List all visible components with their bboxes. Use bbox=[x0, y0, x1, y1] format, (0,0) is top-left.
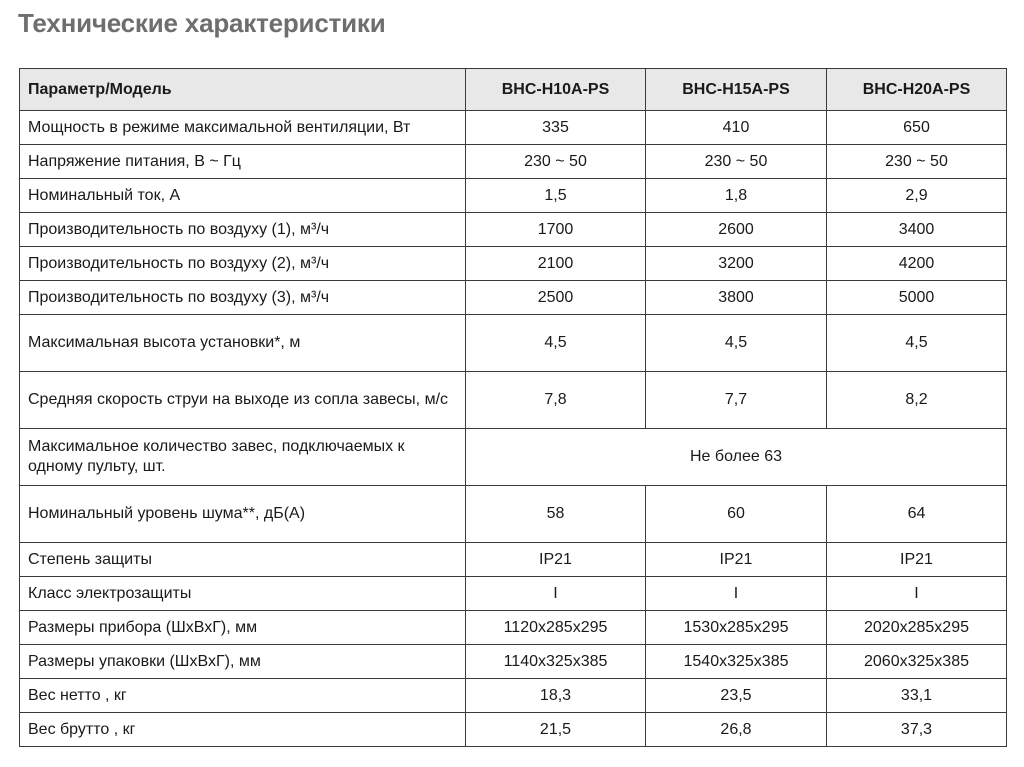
cell-value: 650 bbox=[827, 111, 1007, 145]
row-label: Номинальный уровень шума**, дБ(А) bbox=[20, 486, 466, 543]
table-row bbox=[20, 281, 1007, 315]
row-label: Класс электрозащиты bbox=[20, 577, 466, 611]
merged-cell-value: Не более 63 bbox=[466, 429, 1007, 486]
spec-table bbox=[19, 68, 1007, 747]
cell-value: I bbox=[466, 577, 646, 611]
table-row bbox=[20, 213, 1007, 247]
table-row bbox=[20, 486, 1007, 543]
table-row bbox=[20, 577, 1007, 611]
cell-value: 2500 bbox=[466, 281, 646, 315]
cell-value: IP21 bbox=[646, 543, 827, 577]
cell-value: 2600 bbox=[646, 213, 827, 247]
cell-value: I bbox=[646, 577, 827, 611]
table-row bbox=[20, 145, 1007, 179]
cell-value: 410 bbox=[646, 111, 827, 145]
cell-value: 7,7 bbox=[646, 372, 827, 429]
row-label: Размеры прибора (ШхВхГ), мм bbox=[20, 611, 466, 645]
cell-value: 2100 bbox=[466, 247, 646, 281]
cell-value: 2,9 bbox=[827, 179, 1007, 213]
table-row bbox=[20, 429, 1007, 486]
cell-value: 1120x285x295 bbox=[466, 611, 646, 645]
cell-value: 230 ~ 50 bbox=[466, 145, 646, 179]
row-label: Максимальная высота установки*, м bbox=[20, 315, 466, 372]
cell-value: 21,5 bbox=[466, 713, 646, 747]
table-row bbox=[20, 679, 1007, 713]
cell-value: 4,5 bbox=[466, 315, 646, 372]
table-row bbox=[20, 179, 1007, 213]
cell-value: 60 bbox=[646, 486, 827, 543]
cell-value: 3400 bbox=[827, 213, 1007, 247]
cell-value: 4200 bbox=[827, 247, 1007, 281]
cell-value: 2060x325x385 bbox=[827, 645, 1007, 679]
table-row bbox=[20, 645, 1007, 679]
cell-value: 58 bbox=[466, 486, 646, 543]
cell-value: 335 bbox=[466, 111, 646, 145]
header-model: BHC-H15A-PS bbox=[646, 69, 827, 111]
table-row bbox=[20, 315, 1007, 372]
cell-value: 33,1 bbox=[827, 679, 1007, 713]
cell-value: 5000 bbox=[827, 281, 1007, 315]
cell-value: 1540x325x385 bbox=[646, 645, 827, 679]
row-label: Максимальное количество завес, подключаемых к одному пульту, шт. bbox=[20, 429, 466, 486]
page-title: Технические характеристики bbox=[18, 8, 386, 38]
table-header-row bbox=[20, 69, 1007, 111]
cell-value: 1,5 bbox=[466, 179, 646, 213]
header-param: Параметр/Модель bbox=[20, 69, 466, 111]
cell-value: IP21 bbox=[827, 543, 1007, 577]
cell-value: 4,5 bbox=[827, 315, 1007, 372]
cell-value: 3800 bbox=[646, 281, 827, 315]
row-label: Производительность по воздуху (3), м³/ч bbox=[20, 281, 466, 315]
row-label: Средняя скорость струи на выходе из сопла завесы, м/с bbox=[20, 372, 466, 429]
cell-value: 26,8 bbox=[646, 713, 827, 747]
table-row bbox=[20, 111, 1007, 145]
row-label: Номинальный ток, А bbox=[20, 179, 466, 213]
cell-value: 230 ~ 50 bbox=[827, 145, 1007, 179]
cell-value: 7,8 bbox=[466, 372, 646, 429]
header-model: BHC-H20A-PS bbox=[827, 69, 1007, 111]
header-model: BHC-H10A-PS bbox=[466, 69, 646, 111]
row-label: Вес брутто , кг bbox=[20, 713, 466, 747]
cell-value: 4,5 bbox=[646, 315, 827, 372]
cell-value: 18,3 bbox=[466, 679, 646, 713]
cell-value: 1700 bbox=[466, 213, 646, 247]
cell-value: 1140x325x385 bbox=[466, 645, 646, 679]
table-row bbox=[20, 713, 1007, 747]
row-label: Вес нетто , кг bbox=[20, 679, 466, 713]
row-label: Производительность по воздуху (2), м³/ч bbox=[20, 247, 466, 281]
table-row bbox=[20, 247, 1007, 281]
cell-value: 8,2 bbox=[827, 372, 1007, 429]
cell-value: IP21 bbox=[466, 543, 646, 577]
cell-value: 1530x285x295 bbox=[646, 611, 827, 645]
cell-value: 3200 bbox=[646, 247, 827, 281]
table-row bbox=[20, 611, 1007, 645]
table-row bbox=[20, 543, 1007, 577]
row-label: Напряжение питания, В ~ Гц bbox=[20, 145, 466, 179]
cell-value: 64 bbox=[827, 486, 1007, 543]
row-label: Степень защиты bbox=[20, 543, 466, 577]
table-row bbox=[20, 372, 1007, 429]
cell-value: 1,8 bbox=[646, 179, 827, 213]
cell-value: 37,3 bbox=[827, 713, 1007, 747]
cell-value: 2020x285x295 bbox=[827, 611, 1007, 645]
row-label: Размеры упаковки (ШхВхГ), мм bbox=[20, 645, 466, 679]
row-label: Производительность по воздуху (1), м³/ч bbox=[20, 213, 466, 247]
cell-value: I bbox=[827, 577, 1007, 611]
cell-value: 230 ~ 50 bbox=[646, 145, 827, 179]
row-label: Мощность в режиме максимальной вентиляции, Вт bbox=[20, 111, 466, 145]
cell-value: 23,5 bbox=[646, 679, 827, 713]
